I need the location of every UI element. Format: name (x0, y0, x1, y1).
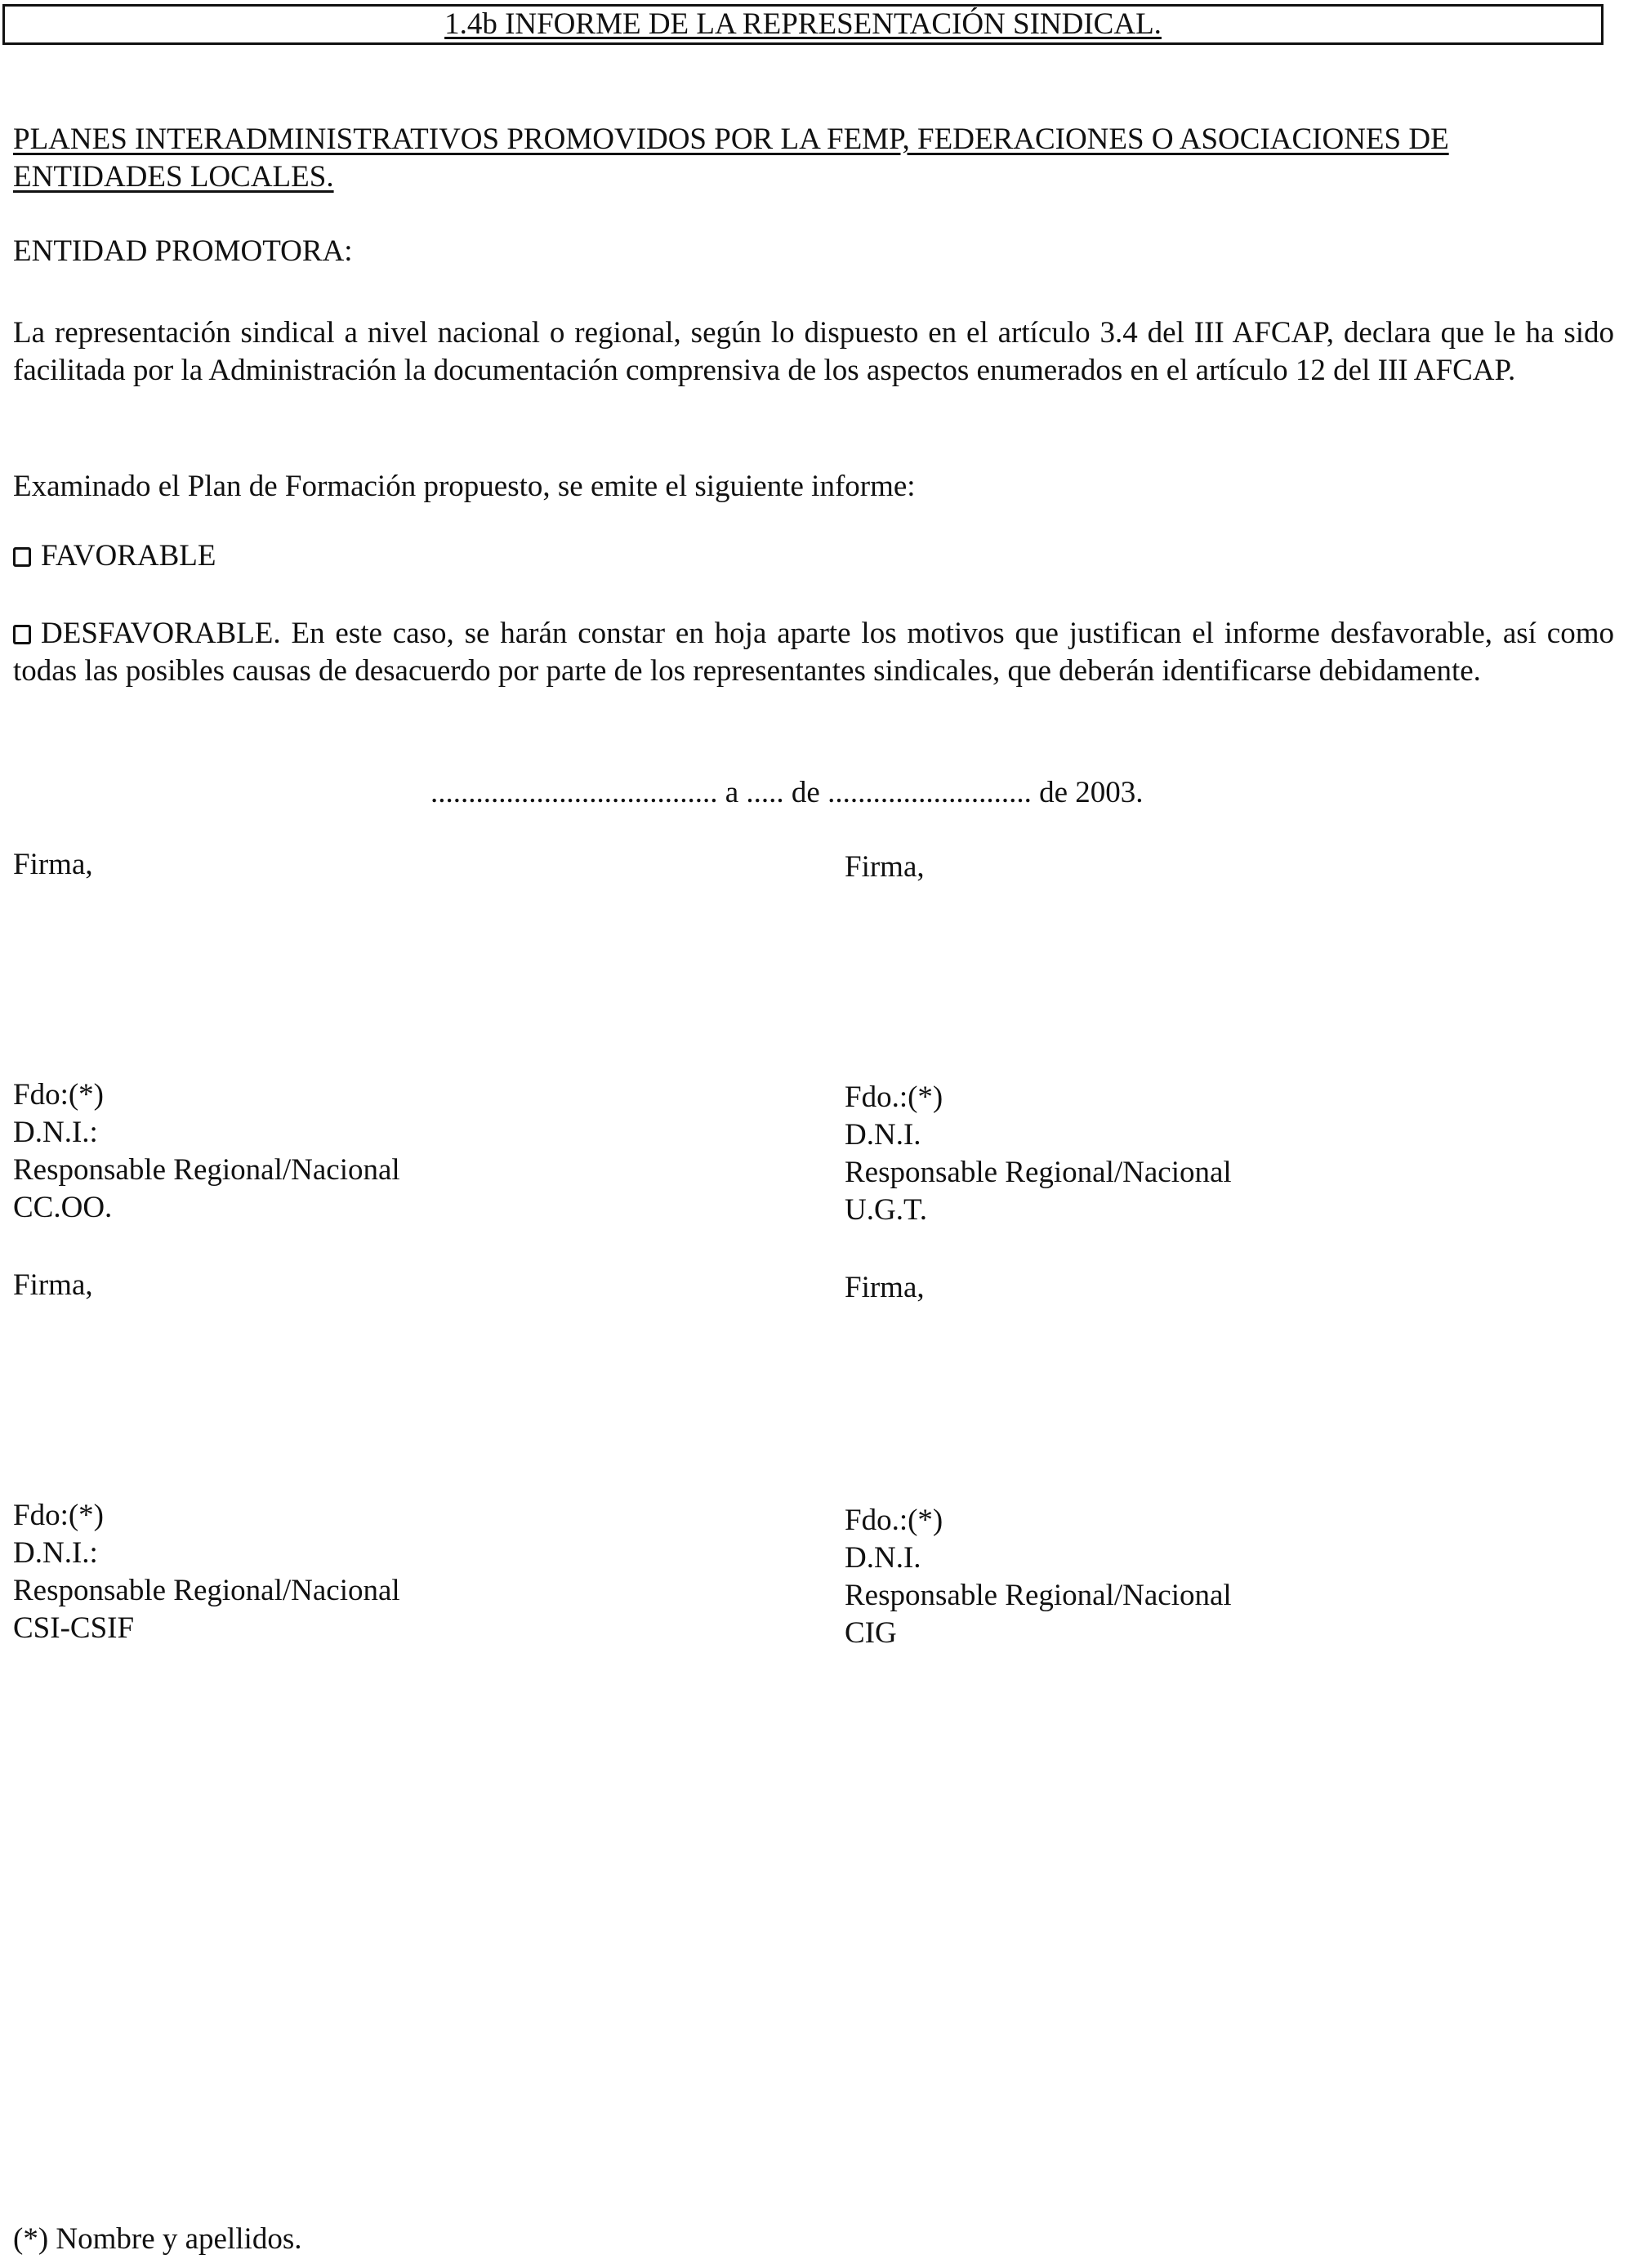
declaration-paragraph: La representación sindical a nivel nacional o regional, según lo dispuesto en el artículo 3.4 del III AFCAP, declara que le ha sido facilitada por la Administración la documentación comprensiva de los aspectos enumerados en el artículo 12 del III AFCAP. (13, 316, 1614, 387)
document-title-text: 1.4b INFORME DE LA REPRESENTACIÓN SINDICAL. (444, 7, 1162, 41)
signature-block-cig (845, 1502, 1232, 1652)
desfavorable-option (13, 615, 1614, 690)
signer-role: Responsable Regional/Nacional (845, 1579, 1232, 1612)
signature-label-ugt: Firma, (845, 850, 925, 884)
signature-label-cig: Firma, (845, 1271, 925, 1304)
date-line: ...................................... a ..... de ........................... de 2003. (430, 776, 1144, 809)
desfavorable-label: DESFAVORABLE. En este caso, se harán constar en hoja aparte los motivos que justifican el informe desfavorable, así como todas las posibles causas de desacuerdo por parte de los representantes sindicales, que deberán identificarse debidamente. (13, 617, 1614, 688)
entity-label: ENTIDAD PROMOTORA: (13, 234, 353, 268)
signer-dni-field: D.N.I.: (13, 1536, 98, 1570)
signature-block-csif (13, 1497, 400, 1647)
examined-paragraph: Examinado el Plan de Formación propuesto, se emite el siguiente informe: (13, 470, 916, 503)
signer-role: Responsable Regional/Nacional (845, 1156, 1232, 1189)
signer-role: Responsable Regional/Nacional (13, 1574, 400, 1607)
signer-dni-field: D.N.I.: (13, 1116, 98, 1149)
signature-label-ccoo: Firma, (13, 848, 93, 881)
signer-name-field: Fdo:(*) (13, 1078, 104, 1112)
desfavorable-checkbox[interactable] (13, 625, 31, 644)
signer-name-field: Fdo.:(*) (845, 1504, 943, 1537)
signer-union: CIG (845, 1616, 897, 1650)
signer-name-field: Fdo:(*) (13, 1499, 104, 1532)
signature-block-ugt (845, 1079, 1232, 1229)
favorable-checkbox[interactable] (13, 547, 31, 567)
section-heading-line-2: ENTIDADES LOCALES. (13, 160, 334, 194)
signer-union: CC.OO. (13, 1191, 113, 1224)
signer-union: U.G.T. (845, 1193, 928, 1227)
section-heading-line-1: PLANES INTERADMINISTRATIVOS PROMOVIDOS POR LA FEMP, FEDERACIONES O ASOCIACIONES DE (13, 123, 1449, 156)
signature-block-ccoo (13, 1076, 400, 1227)
footnote: (*) Nombre y apellidos. (13, 2222, 302, 2256)
signer-dni-field: D.N.I. (845, 1118, 921, 1152)
signer-name-field: Fdo.:(*) (845, 1081, 943, 1114)
favorable-option (13, 537, 1614, 575)
signer-role: Responsable Regional/Nacional (13, 1153, 400, 1187)
favorable-label: FAVORABLE (41, 539, 216, 573)
signature-label-csif: Firma, (13, 1268, 93, 1302)
document-title (2, 4, 1604, 45)
signer-union: CSI-CSIF (13, 1611, 135, 1645)
section-heading (13, 121, 1614, 196)
signer-dni-field: D.N.I. (845, 1541, 921, 1575)
